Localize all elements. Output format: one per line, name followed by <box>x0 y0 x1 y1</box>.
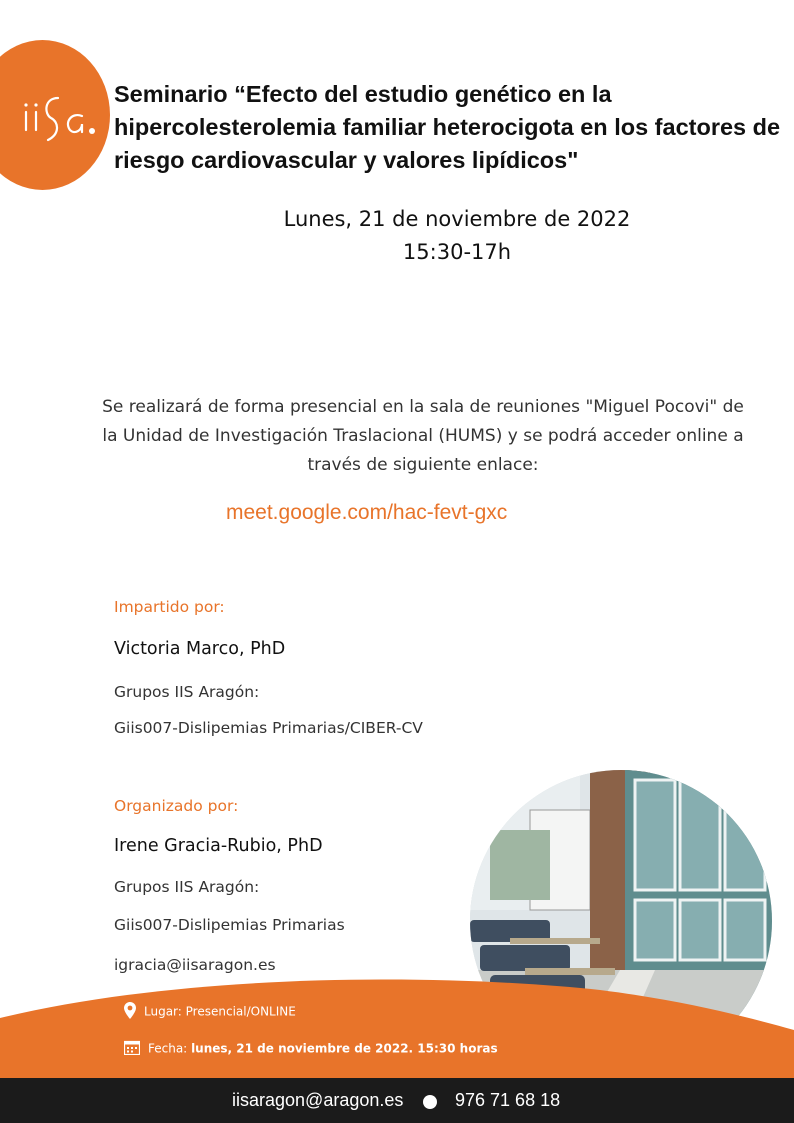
place-info <box>124 1002 296 1022</box>
place-value: Presencial/ONLINE <box>185 1004 296 1019</box>
calendar-icon <box>124 1040 140 1058</box>
date-value: lunes, 21 de noviembre de 2022. 15:30 horas <box>191 1041 498 1056</box>
organizer-group-label: Grupos IIS Aragón: <box>114 878 260 896</box>
organizer-heading: Organizado por: <box>114 797 239 815</box>
place-label: Lugar: <box>144 1004 182 1019</box>
iis-aragon-logo <box>18 90 102 146</box>
speaker-heading: Impartido por: <box>114 598 225 616</box>
footer-phone[interactable]: 976 71 68 18 <box>455 1090 561 1110</box>
date-time-block <box>0 203 794 269</box>
location-pin-icon <box>124 1002 136 1022</box>
orange-wave-banner <box>0 960 794 1080</box>
organizer-name: Irene Gracia-Rubio, PhD <box>114 836 323 856</box>
event-date: Lunes, 21 de noviembre de 2022 <box>283 207 631 231</box>
meeting-link[interactable]: meet.google.com/hac-fevt-gxc <box>226 501 508 524</box>
footer-email[interactable]: iisaragon@aragon.es <box>232 1090 404 1110</box>
description: Se realizará de forma presencial en la sala de reuniones "Miguel Pocovi" de la Unidad de Investigación Traslacional (HUMS) y se podrá acceder online a través de siguiente enlace: <box>102 397 744 475</box>
separator-dot-icon <box>423 1095 437 1109</box>
date-label: Fecha: <box>148 1041 188 1056</box>
speaker-name: Victoria Marco, PhD <box>114 639 286 659</box>
footer-bar <box>0 1078 794 1123</box>
seminar-title: Seminario “Efecto del estudio genético en la hipercolesterolemia familiar heterocigota en los factores de riesgo cardiovascular y valores lipídicos" <box>114 81 781 173</box>
date-info <box>124 1040 498 1058</box>
speaker-group-label: Grupos IIS Aragón: <box>114 683 260 701</box>
event-time: 15:30-17h <box>402 240 512 264</box>
speaker-group: Giis007-Dislipemias Primarias/CIBER-CV <box>114 719 423 737</box>
organizer-email[interactable]: igracia@iisaragon.es <box>114 956 276 974</box>
organizer-group: Giis007-Dislipemias Primarias <box>114 916 345 934</box>
